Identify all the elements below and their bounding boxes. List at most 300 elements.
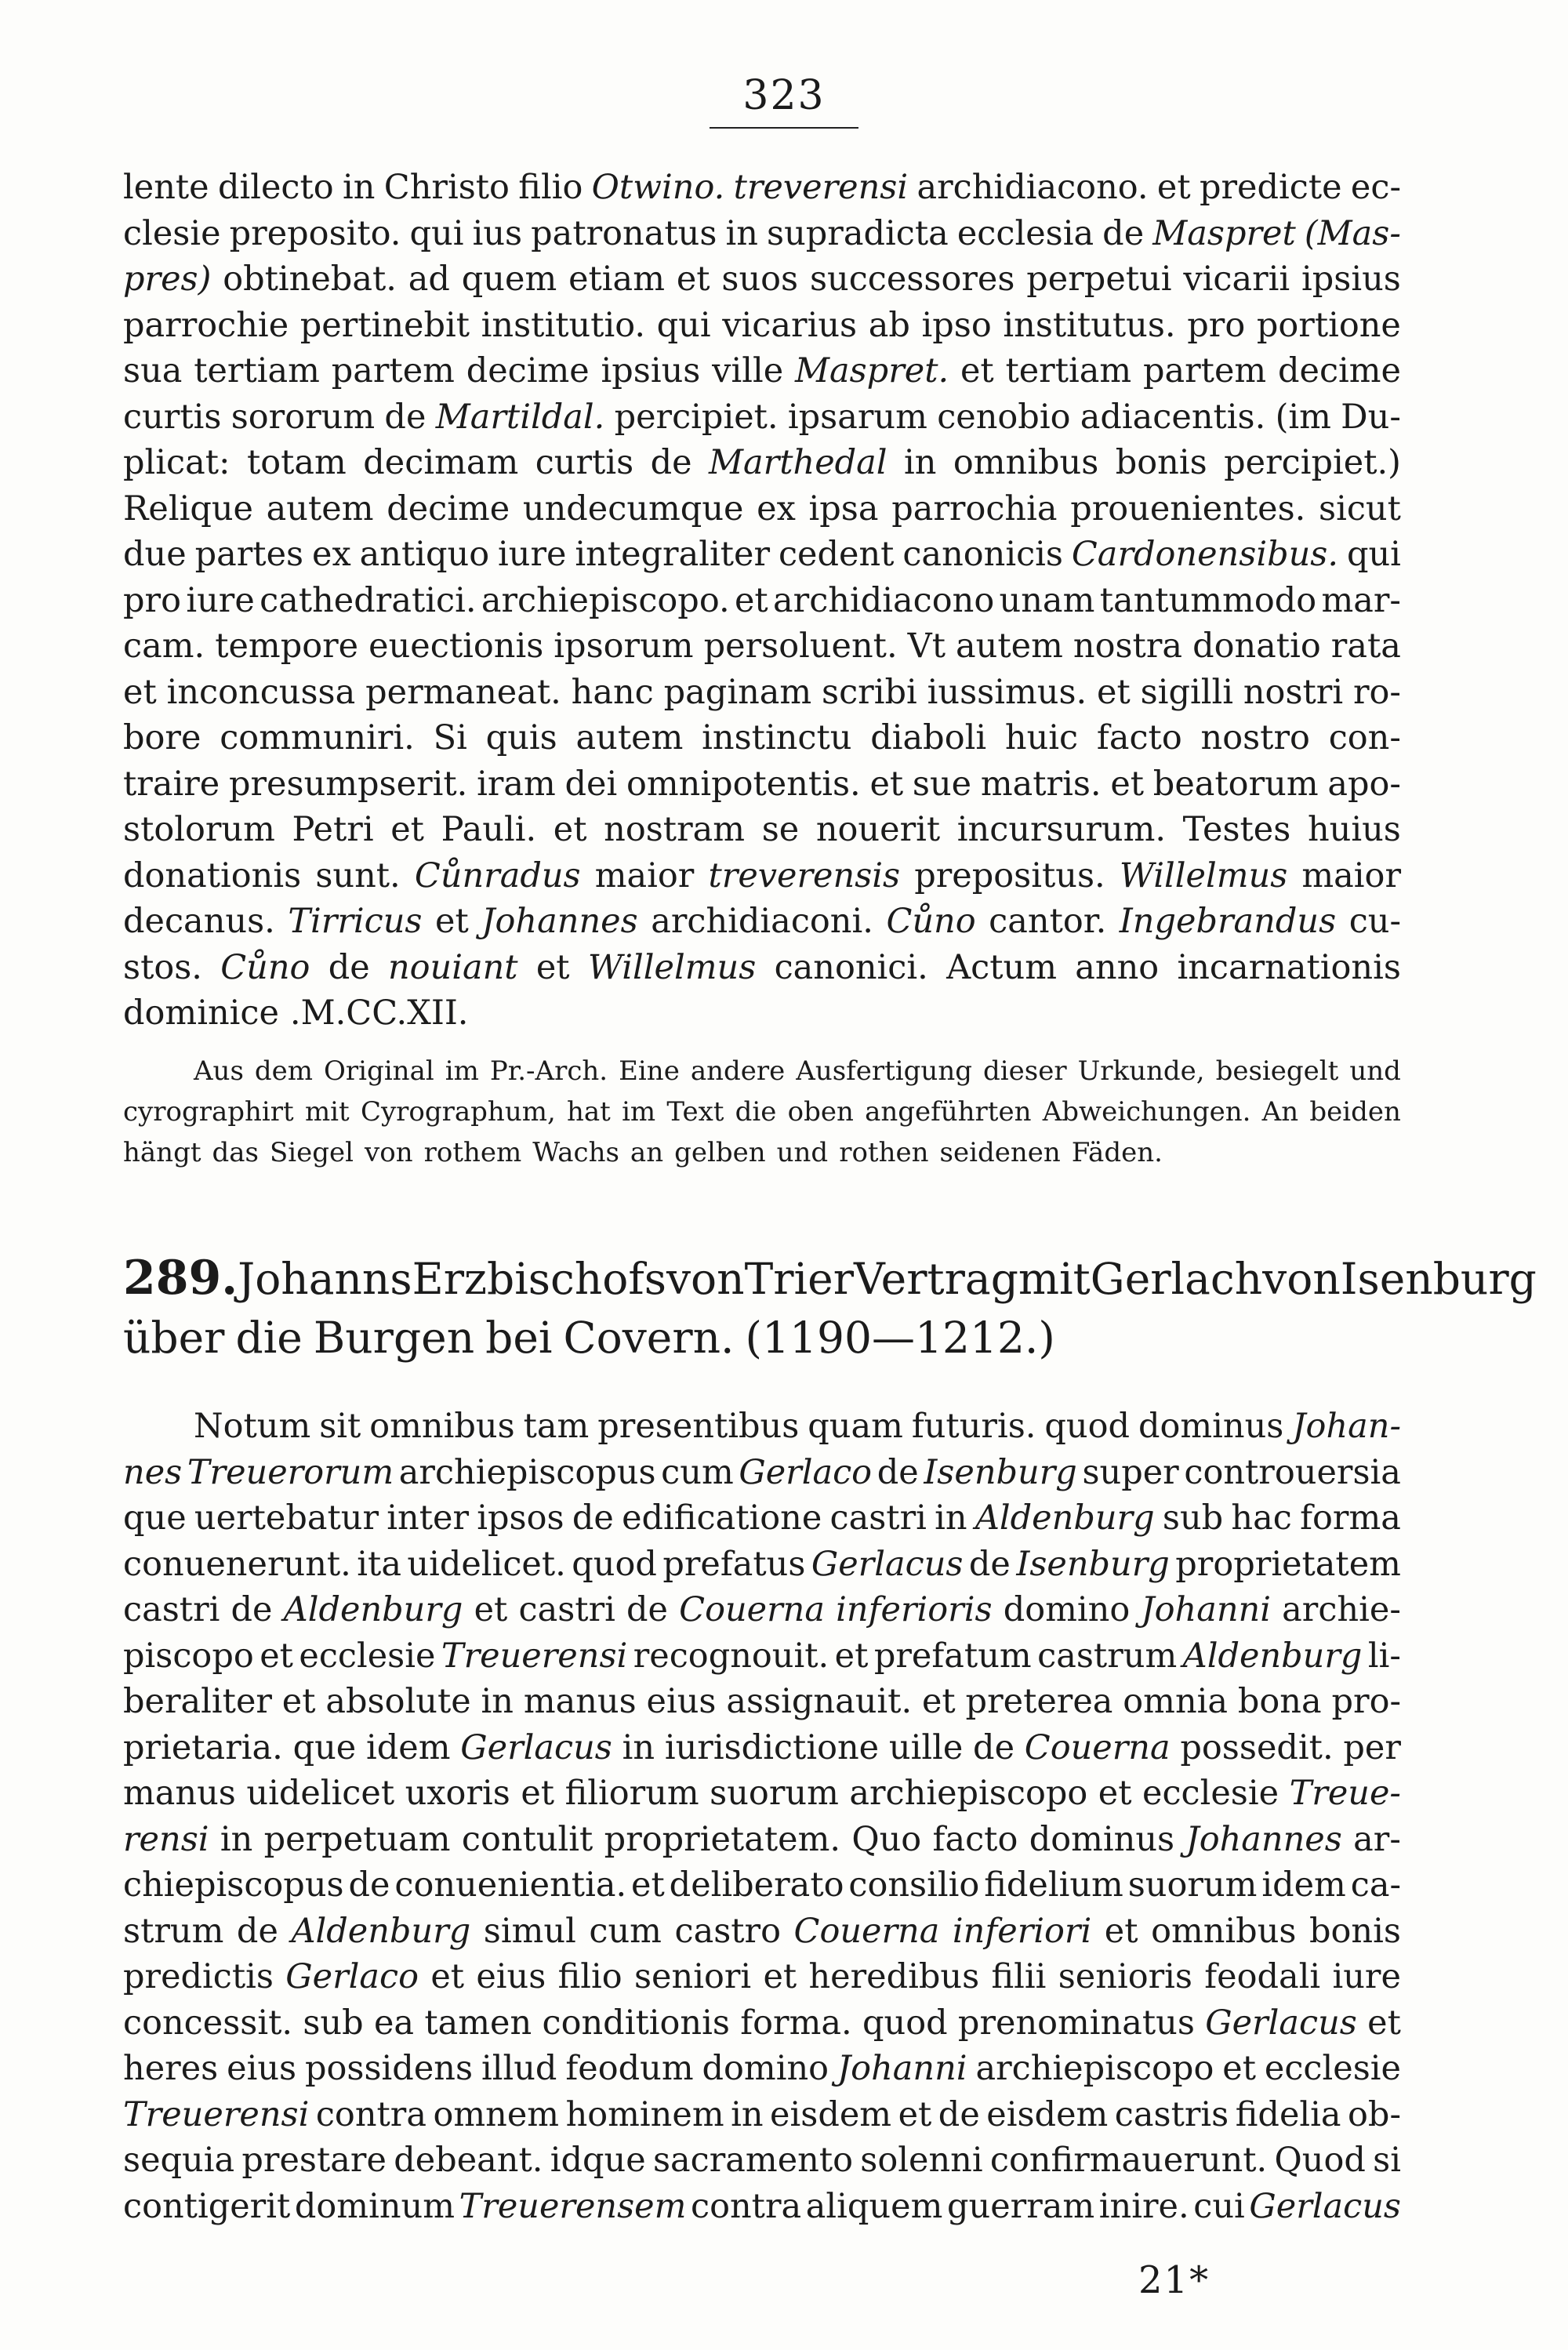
word: adiacentis. [1080, 397, 1266, 437]
italic-word: Gerlacus [460, 1727, 612, 1767]
italic-word: Aldenburg [1182, 1636, 1363, 1676]
italic-word: Maspret [1152, 213, 1296, 253]
italic-word: Gerlaco [739, 1452, 873, 1492]
word: et [631, 1865, 665, 1905]
word: matris. [980, 764, 1102, 804]
document-number: 289. [123, 1251, 238, 1306]
italic-word: Johanni [837, 2049, 967, 2088]
word: ipsius [1301, 260, 1401, 299]
word: et [435, 902, 469, 941]
word: se [761, 810, 800, 849]
word: concessit. [123, 2003, 293, 2043]
text-line [123, 670, 1401, 716]
word: sub [303, 2003, 364, 2043]
italic-word: pres) [123, 260, 212, 299]
word: filio [518, 168, 583, 207]
word: de [348, 1865, 390, 1905]
text-line [123, 761, 1401, 808]
word: et [1367, 2003, 1401, 2043]
text-line [123, 303, 1401, 349]
word: in [935, 1498, 967, 1538]
word: das [212, 1137, 259, 1168]
word: mar- [1321, 580, 1401, 620]
word: (im [1275, 397, 1331, 437]
word: sicut [1319, 489, 1401, 528]
word: simul [483, 1911, 576, 1951]
word: heredibus [808, 1957, 980, 1996]
word: partem [1142, 351, 1267, 390]
word: nostram [604, 810, 746, 849]
word: An [1261, 1096, 1299, 1128]
word: rothen [839, 1137, 929, 1168]
word: ro- [1352, 672, 1401, 712]
word: dieser [982, 1055, 1067, 1087]
word: euectionis [368, 627, 544, 666]
word: bona [1237, 1682, 1322, 1721]
word: besiegelt [1215, 1055, 1339, 1087]
word: conuenerunt. [123, 1544, 351, 1584]
heading-word: von [666, 1254, 745, 1304]
word: idem [366, 1727, 451, 1767]
word: et [1104, 1911, 1138, 1951]
word: de [230, 1590, 273, 1629]
word: debeant. [394, 2141, 543, 2180]
word: confirmauerunt. [989, 2141, 1268, 2180]
word: Quo [851, 1819, 922, 1859]
word: autem [266, 489, 374, 528]
word: castro [674, 1911, 781, 1951]
word: ob- [1348, 2094, 1401, 2134]
word: percipiet.) [1224, 443, 1401, 482]
word: quam [808, 1407, 903, 1446]
word: andere [690, 1055, 786, 1087]
word: et [390, 810, 424, 849]
word: obtinebat. [223, 260, 397, 299]
text-line [123, 1909, 1401, 1955]
word: ita [357, 1544, 401, 1584]
word: von [365, 1137, 413, 1168]
word: de [650, 443, 692, 482]
word: et [763, 1957, 797, 1996]
italic-word: (Mas- [1304, 213, 1401, 253]
text-line [123, 990, 1401, 1037]
word: autem [956, 627, 1063, 666]
word: uille [888, 1727, 964, 1767]
word: donationis [123, 855, 302, 895]
word: an [630, 1137, 664, 1168]
text-line [123, 394, 1401, 441]
word: incarnationis [1177, 947, 1401, 987]
word: apo- [1327, 764, 1401, 804]
word: prouenientes. [1070, 489, 1306, 528]
text-line [123, 853, 1401, 899]
word: et [898, 2094, 932, 2134]
word: hat [567, 1096, 611, 1128]
word: sua [123, 351, 183, 390]
word: omnibus [1151, 1911, 1297, 1951]
italic-word: Gerlacus [1249, 2186, 1401, 2226]
word: omnipotentis. [626, 764, 861, 804]
italic-word: Tirricus [288, 902, 423, 941]
document-heading [123, 1248, 1537, 1368]
word: cantor. [989, 902, 1107, 941]
text-line [123, 1817, 1401, 1863]
word: contulit [461, 1819, 593, 1859]
word: prestare [241, 2141, 387, 2180]
word: portione [1256, 305, 1401, 345]
italic-word: treverensi [733, 168, 909, 207]
word: ecclesia [956, 213, 1094, 253]
word: maior [594, 855, 695, 895]
text-line [123, 2138, 1401, 2184]
word: guerram [946, 2186, 1095, 2226]
word: sequia [123, 2141, 235, 2180]
italic-word: Isenburg [1016, 1544, 1170, 1584]
word: seidenen [939, 1137, 1061, 1168]
word: perpetui [1026, 260, 1172, 299]
text-line [123, 1091, 1401, 1132]
word: tamen [424, 2003, 532, 2043]
text-line [123, 1051, 1401, 1091]
word: ca- [1350, 1865, 1401, 1905]
word: undecumque [522, 489, 744, 528]
word: beiden [1309, 1096, 1401, 1128]
word: preterea [965, 1682, 1113, 1721]
word: filiorum [564, 1774, 699, 1813]
italic-word: Treuerensem [459, 2186, 687, 2226]
word: unam [999, 580, 1095, 620]
word: et [430, 1957, 465, 1996]
heading-line [123, 1248, 1537, 1308]
word: facto [1096, 718, 1182, 757]
italic-word: Marthedal [709, 443, 887, 482]
word: domino [1003, 1590, 1131, 1629]
word: de [938, 2094, 980, 2134]
word: archiepiscopo. [481, 580, 730, 620]
text-line [123, 715, 1401, 761]
italic-word: Treue- [1289, 1774, 1401, 1813]
word: diaboli [870, 718, 987, 757]
word: manus [523, 1682, 637, 1721]
word: decanus. [123, 902, 275, 941]
word: ius [472, 213, 523, 253]
word: permaneat. [365, 672, 561, 712]
word: eisdem [986, 2094, 1109, 2134]
italic-word: treverensis [708, 855, 901, 895]
word: perpetuam [263, 1819, 451, 1859]
word: Ausfertigung [796, 1055, 972, 1087]
word: ab [868, 305, 910, 345]
word: et [921, 1682, 956, 1721]
page-number-rule [710, 127, 858, 129]
italic-word: Couerna [679, 1590, 825, 1629]
word: huius [1307, 810, 1401, 849]
word: que [123, 1498, 187, 1538]
word: archiepiscopus [398, 1452, 656, 1492]
word: contigerit [123, 2186, 291, 2226]
word: fidelia [1235, 2094, 1341, 2134]
word: in [220, 1819, 253, 1859]
word: nouerit [815, 810, 941, 849]
source-note [123, 1051, 1401, 1173]
word: castris [1114, 2094, 1229, 2134]
word: Eine [619, 1055, 680, 1087]
heading-word: Burgen [313, 1313, 475, 1363]
word: et [535, 947, 570, 987]
italic-word: nouiant [387, 947, 518, 987]
word: Si [433, 718, 467, 757]
italic-word: Johannes [1185, 1819, 1342, 1859]
italic-word: Treuerensi [441, 1636, 628, 1676]
italic-word: Treuerensi [123, 2094, 310, 2134]
word: hängt [123, 1137, 201, 1168]
page-number: 323 [742, 72, 826, 119]
word: und [1349, 1055, 1401, 1087]
word: hominem [565, 2094, 724, 2134]
text-line [123, 532, 1401, 578]
word: iussimus. [927, 672, 1087, 712]
word: cu- [1348, 902, 1401, 941]
word: et [734, 580, 768, 620]
word: die [735, 1096, 777, 1128]
word: cyrographirt [123, 1096, 294, 1128]
word: Siegel [269, 1137, 354, 1168]
word: assignauit. [726, 1682, 913, 1721]
word: eius [227, 2049, 297, 2088]
word: successores [809, 260, 1015, 299]
word: archie- [1282, 1590, 1401, 1629]
word: fidelium [984, 1865, 1123, 1905]
italic-word: Johan- [1292, 1407, 1401, 1446]
word: et [676, 260, 710, 299]
document-text [123, 1404, 1401, 2229]
word: presumpserit. [228, 764, 468, 804]
word: sunt. [315, 855, 401, 895]
text-line [123, 348, 1401, 394]
text-line [123, 945, 1401, 991]
word: si [1373, 2141, 1401, 2180]
word: sacramento [652, 2141, 854, 2180]
word: filio [557, 1957, 622, 1996]
word: plicat: [123, 443, 230, 482]
word: rothem [423, 1137, 522, 1168]
word: suos [721, 260, 799, 299]
text-line [123, 256, 1401, 303]
word: manus [123, 1774, 236, 1813]
word: stolorum [123, 810, 275, 849]
word: cum [661, 1452, 734, 1492]
word: tertiam [194, 351, 320, 390]
word: iram [477, 764, 556, 804]
word: et [960, 351, 994, 390]
signature-mark: 21* [1138, 2258, 1210, 2302]
italic-word: Willelmus [587, 947, 757, 987]
word: traire [123, 764, 220, 804]
heading-word: Trier [744, 1254, 854, 1304]
text-line [123, 2092, 1401, 2138]
word: donatio [1192, 627, 1321, 666]
word: tempore [215, 627, 359, 666]
word: tantummodo [1099, 580, 1317, 620]
italic-word: Cůno [220, 947, 310, 987]
word: solenni [860, 2141, 983, 2180]
text-line [123, 1542, 1401, 1588]
italic-word: Willelmus [1119, 855, 1288, 895]
word: institutio. [481, 305, 646, 345]
italic-word: Cardonensibus. [1071, 535, 1339, 574]
word: cum [589, 1911, 662, 1951]
word: inconcussa [166, 672, 356, 712]
word: in [731, 2094, 764, 2134]
word: predicte [1199, 168, 1342, 207]
text-line [123, 2184, 1401, 2230]
word: ecclesie [1264, 2049, 1401, 2088]
word: super [1082, 1452, 1179, 1492]
text-line [123, 1679, 1401, 1725]
word: possedit. [1180, 1727, 1334, 1767]
heading-word: Johanns [238, 1254, 412, 1304]
word: dem [254, 1055, 314, 1087]
word: cedent [778, 535, 895, 574]
word: pertinebit [299, 305, 470, 345]
word: hac [1231, 1498, 1292, 1538]
italic-word: Gerlacus [1205, 2003, 1357, 2043]
word: et [1098, 1774, 1132, 1813]
word: rata [1330, 627, 1401, 666]
word: decime [1277, 351, 1401, 390]
word: de [968, 1544, 1011, 1584]
word: ex [757, 489, 796, 528]
word: parrochie [123, 305, 289, 345]
text-line [123, 899, 1401, 945]
word: pro [1187, 305, 1246, 345]
word: presentibus [597, 1407, 800, 1446]
word: in [725, 213, 758, 253]
word: ea [373, 2003, 415, 2043]
word: nostra [1073, 627, 1183, 666]
word: ville [712, 351, 784, 390]
word: qui [1346, 535, 1401, 574]
text-line [123, 1771, 1401, 1817]
word: et [260, 1636, 293, 1676]
word: partem [331, 351, 455, 390]
word: iure [1332, 1957, 1401, 1996]
italic-word: Maspret. [794, 351, 949, 390]
word: proprietatem. [604, 1819, 841, 1859]
word: prietaria. [123, 1727, 283, 1767]
word: proprietatem [1175, 1544, 1401, 1584]
word: totam [246, 443, 347, 482]
word: pro- [1331, 1682, 1401, 1721]
word: dominum [294, 2186, 455, 2226]
word: Petri [292, 810, 374, 849]
word: vicarii [1183, 260, 1290, 299]
word: dominus [1138, 1407, 1284, 1446]
word: clesie [123, 213, 221, 253]
word: Urkunde, [1077, 1055, 1205, 1087]
heading-word: Covern. [563, 1313, 735, 1363]
text-line [123, 2046, 1401, 2092]
word: archidiacono. [916, 168, 1149, 207]
word: angeführten [865, 1096, 1032, 1128]
word: due [123, 535, 187, 574]
italic-word: Aldenburg [283, 1590, 463, 1629]
heading-word: Isenburg [1340, 1254, 1537, 1304]
word: paginam [663, 672, 812, 712]
word: et [1222, 2049, 1256, 2088]
word: archiepiscopo [849, 1774, 1088, 1813]
word: quod [572, 1544, 657, 1584]
word: sororum [230, 397, 376, 437]
word: de [1102, 213, 1145, 253]
word: futuris. [911, 1407, 1036, 1446]
text-line [123, 1633, 1401, 1680]
italic-word: Treuerorum [187, 1452, 394, 1492]
word: Pr.-Arch. [489, 1055, 608, 1087]
word: autem [575, 718, 684, 757]
word: .M.CC.XII. [289, 993, 469, 1033]
italic-word: inferiori [952, 1911, 1092, 1951]
word: ipsos [477, 1498, 564, 1538]
word: qui [656, 305, 711, 345]
word: heres [123, 2049, 219, 2088]
word: quem [461, 260, 557, 299]
word: sue [912, 764, 972, 804]
word: omnem [433, 2094, 560, 2134]
word: antiquo [359, 535, 490, 574]
word: archiepiscopo [975, 2049, 1214, 2088]
word: canonicis [902, 535, 1063, 574]
word: Pauli. [441, 810, 537, 849]
word: absolute [325, 1682, 471, 1721]
word: chiepiscopus [123, 1865, 344, 1905]
word: piscopo [123, 1636, 254, 1676]
italic-word: inferioris [836, 1590, 993, 1629]
word: Abweichungen. [1042, 1096, 1251, 1128]
heading-word: (1190—1212.) [745, 1313, 1055, 1363]
word: curtis [535, 443, 634, 482]
italic-word: Cůnradus [414, 855, 581, 895]
word: cenobio [937, 397, 1071, 437]
word: communiri. [220, 718, 415, 757]
word: filii [991, 1957, 1047, 1996]
word: recognouit. [633, 1636, 829, 1676]
word: Vt [907, 627, 946, 666]
word: domino [702, 2049, 829, 2088]
word: curtis [123, 397, 222, 437]
word: dominice [123, 993, 279, 1033]
word: de [572, 1498, 614, 1538]
word: uidelicet. [407, 1544, 566, 1584]
word: conditionis [542, 2003, 730, 2043]
word: anno [1075, 947, 1160, 987]
word: sit [319, 1407, 361, 1446]
word: ipsius [601, 351, 701, 390]
text-line [123, 1450, 1401, 1496]
word: oben [787, 1096, 854, 1128]
word: uertebatur [194, 1498, 379, 1538]
word: uxoris [405, 1774, 510, 1813]
word: et [474, 1590, 508, 1629]
word: integraliter [575, 535, 771, 574]
word: Du- [1341, 397, 1401, 437]
word: canonici. [774, 947, 928, 987]
text-line [123, 1862, 1401, 1909]
word: ecclesie [1142, 1774, 1279, 1813]
word: per [1343, 1727, 1401, 1767]
italic-word: Isenburg [924, 1452, 1077, 1492]
heading-word: von [1262, 1254, 1341, 1304]
